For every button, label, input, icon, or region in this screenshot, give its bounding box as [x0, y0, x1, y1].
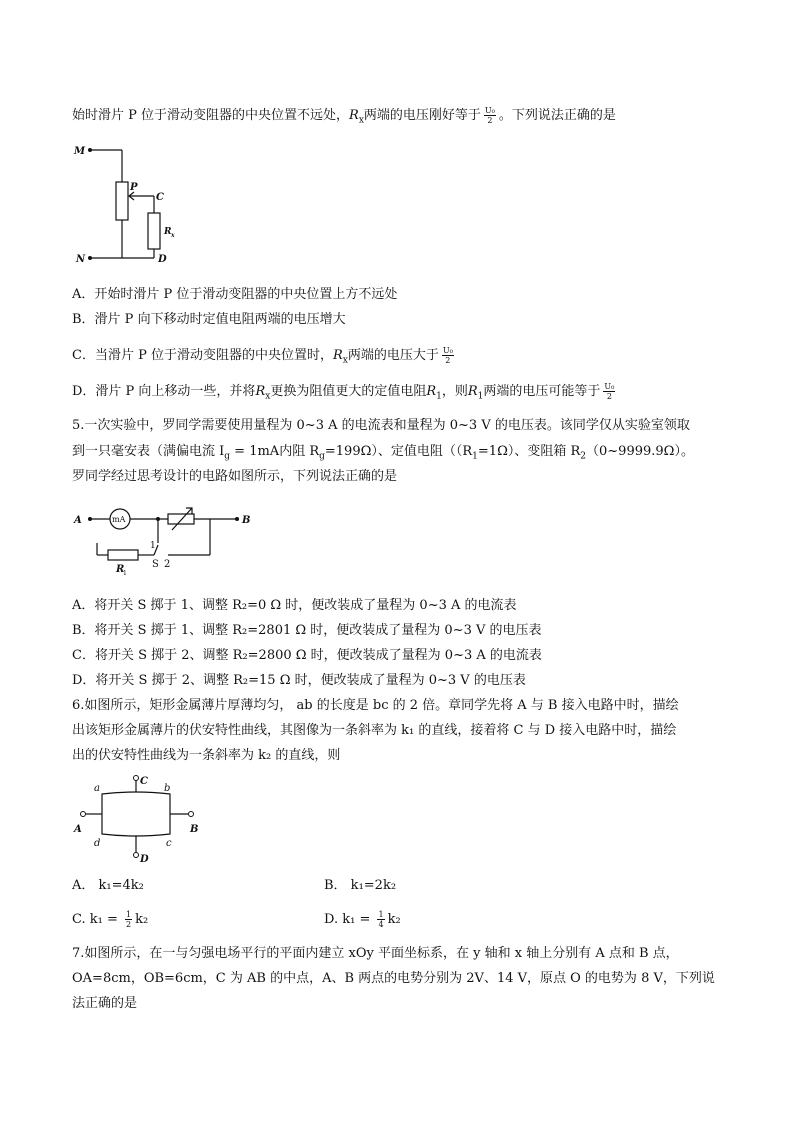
label-c: C [140, 776, 148, 787]
rx-subscript: x [265, 391, 271, 402]
stem-text-c: 。下列说法正确的是 [498, 108, 616, 123]
fraction-denominator: 4 [378, 920, 384, 929]
r1-subscript: 1 [472, 451, 478, 462]
terminal-b [189, 812, 194, 817]
option-c-text-b: 两端的电压大于 [347, 348, 439, 363]
q5-option-b: B．将开关 S 掷于 1、调整 R₂=2801 Ω 时，便改装成了量程为 0~3 V 的电压表 [72, 623, 542, 638]
label-n: N [76, 254, 86, 265]
stem-text-b: = 1mA内阻 R [230, 444, 320, 459]
stem-text-d: =1Ω）、变阻箱 R [477, 444, 581, 459]
q4-option-b: B．滑片 P 向下移动时定值电阻两端的电压增大 [72, 312, 346, 327]
q4-option-c [72, 346, 457, 371]
label-c: C [156, 192, 164, 203]
q6-option-c [72, 910, 148, 930]
fraction-numerator: 1 [126, 910, 132, 919]
option-d-text: D. k₁ = [324, 912, 375, 927]
u0-half-fraction [442, 346, 454, 365]
junction-node [156, 517, 160, 521]
q7-stem-line1: 7.如图所示，在一与匀强电场平行的平面内建立 xOy 平面坐标系，在 y 轴和 x 轴上分别有 A 点和 B 点， [72, 946, 679, 961]
rheostat-circuit-diagram [72, 138, 192, 268]
corner-a: a [94, 783, 100, 794]
stem-text-b: 两端的电压刚好等于 [363, 108, 481, 123]
fraction-numerator: U₀ [604, 382, 615, 391]
rx-symbol: R [349, 108, 359, 123]
label-a: A [74, 824, 82, 835]
q5-option-c: C．将开关 S 掷于 2、调整 R₂=2800 Ω 时，便改装成了量程为 0~3 A 的电流表 [72, 648, 542, 663]
q5-stem-line3: 罗同学经过思考设计的电路如图所示，下列说法正确的是 [72, 469, 398, 484]
label-m: M [74, 146, 86, 157]
r1-label: R [116, 564, 125, 575]
label-b: B [242, 515, 251, 526]
q5-option-d: D．将开关 S 掷于 2、调整 R₂=15 Ω 时，便改装成了量程为 0~3 V 的电压表 [72, 673, 526, 688]
r1-label-sub: 1 [123, 570, 127, 577]
terminal-c [134, 776, 139, 781]
r1-subscript: 1 [477, 391, 484, 402]
option-c-text: C. k₁ = [72, 912, 122, 927]
label-p: P [130, 182, 138, 193]
r1-symbol: R [467, 384, 478, 399]
stem-text-c: =199Ω）、定值电阻（（R [324, 444, 473, 459]
option-d-text-d: 两端的电压可能等于 [483, 384, 601, 399]
corner-d: d [94, 838, 101, 849]
q6-option-d [324, 910, 401, 930]
rx-symbol: R [332, 348, 343, 363]
r1-subscript: 1 [436, 391, 442, 402]
label-d: D [140, 854, 149, 865]
fraction-denominator: 2 [487, 116, 493, 125]
q5-stem-line1: 5.一次实验中，罗同学需要使用量程为 0~3 A 的电流表和量程为 0~3 V 的电压表。该同学仅从实验室领取 [72, 418, 690, 433]
q7-stem-line3: 法正确的是 [72, 996, 138, 1011]
terminal-b [235, 517, 239, 521]
rx-symbol: R [255, 384, 266, 399]
terminal-a [88, 517, 92, 521]
option-c-text: C．当滑片 P 位于滑动变阻器的中央位置时， [72, 348, 333, 363]
option-d-text-c: ，则 [441, 384, 468, 399]
label-a: A [74, 515, 82, 526]
fraction-denominator: 2 [606, 392, 612, 401]
terminal-m [88, 148, 92, 152]
option-d-text-b: 更换为阻值更大的定值电阻 [270, 384, 427, 399]
u0-half-fraction [603, 382, 615, 401]
terminal-a [81, 812, 86, 817]
option-d-tail: k₂ [387, 912, 401, 927]
switch-label: S [152, 559, 159, 570]
one-half-fraction [125, 910, 132, 929]
metal-sheet-diagram [72, 772, 212, 866]
q6-option-b: B． k₁=2k₂ [324, 878, 397, 893]
q7-stem-line2: OA=8cm，OB=6cm，C 为 AB 的中点，A、B 两点的电势分别为 2V、14 V，原点 O 的电势为 8 V，下列说 [72, 971, 715, 986]
label-b: B [190, 824, 199, 835]
ig-subscript: g [224, 451, 231, 462]
q4-option-d [72, 382, 618, 407]
fraction-denominator: 2 [126, 920, 132, 929]
u0-half-fraction [484, 106, 496, 125]
fraction-denominator: 2 [445, 356, 451, 365]
fraction-numerator: U₀ [442, 346, 453, 355]
terminal-n [88, 256, 92, 260]
label-rx: R [164, 227, 172, 237]
q4-option-a: A．开始时滑片 P 位于滑动变阻器的中央位置上方不远处 [72, 287, 398, 302]
corner-b: b [164, 783, 171, 794]
rx-subscript: x [358, 115, 364, 126]
switch-pos-2: 2 [164, 559, 171, 570]
q6-stem-line2: 出该矩形金属薄片的伏安特性曲线，其图像为一条斜率为 k₁ 的直线，接着将 C 与 D 接入电路中时，描绘 [72, 723, 677, 738]
stem-text-e: （0~9999.9Ω）。 [586, 444, 694, 459]
meter-conversion-circuit-diagram [72, 505, 272, 577]
question-4-stem [72, 106, 616, 131]
stem-text: 到一只毫安表（满偏电流 I [72, 444, 225, 459]
terminal-d [134, 853, 139, 858]
option-c-tail: k₂ [135, 912, 149, 927]
switch-pos-1: 1 [150, 541, 156, 551]
r1-symbol: R [426, 384, 437, 399]
label-d: D [158, 254, 167, 265]
q6-stem-line3: 出的伏安特性曲线为一条斜率为 k₂ 的直线，则 [72, 748, 341, 763]
q5-option-a: A．将开关 S 掷于 1、调整 R₂=0 Ω 时，便改装成了量程为 0~3 A 的电流表 [72, 598, 517, 613]
rg-subscript: g [319, 451, 325, 462]
label-rx-sub: x [171, 232, 175, 239]
one-quarter-fraction [377, 910, 384, 929]
corner-c: c [166, 838, 172, 849]
stem-text: 始时滑片 P 位于滑动变阻器的中央位置不远处， [72, 108, 350, 123]
option-d-text: D．滑片 P 向上移动一些，并将 [72, 384, 256, 399]
fraction-numerator: U₀ [484, 106, 495, 115]
r2-subscript: 2 [580, 451, 587, 462]
q6-option-a: A． k₁=4k₂ [72, 878, 144, 893]
q5-stem-line2 [72, 442, 694, 467]
q6-stem-line1: 6.如图所示，矩形金属薄片厚薄均匀， ab 的长度是 bc 的 2 倍。章同学先将 A 与 B 接入电路中时，描绘 [72, 698, 679, 713]
fraction-numerator: 1 [378, 910, 384, 919]
rx-subscript: x [342, 355, 348, 366]
milliammeter-label: mA [112, 515, 126, 524]
